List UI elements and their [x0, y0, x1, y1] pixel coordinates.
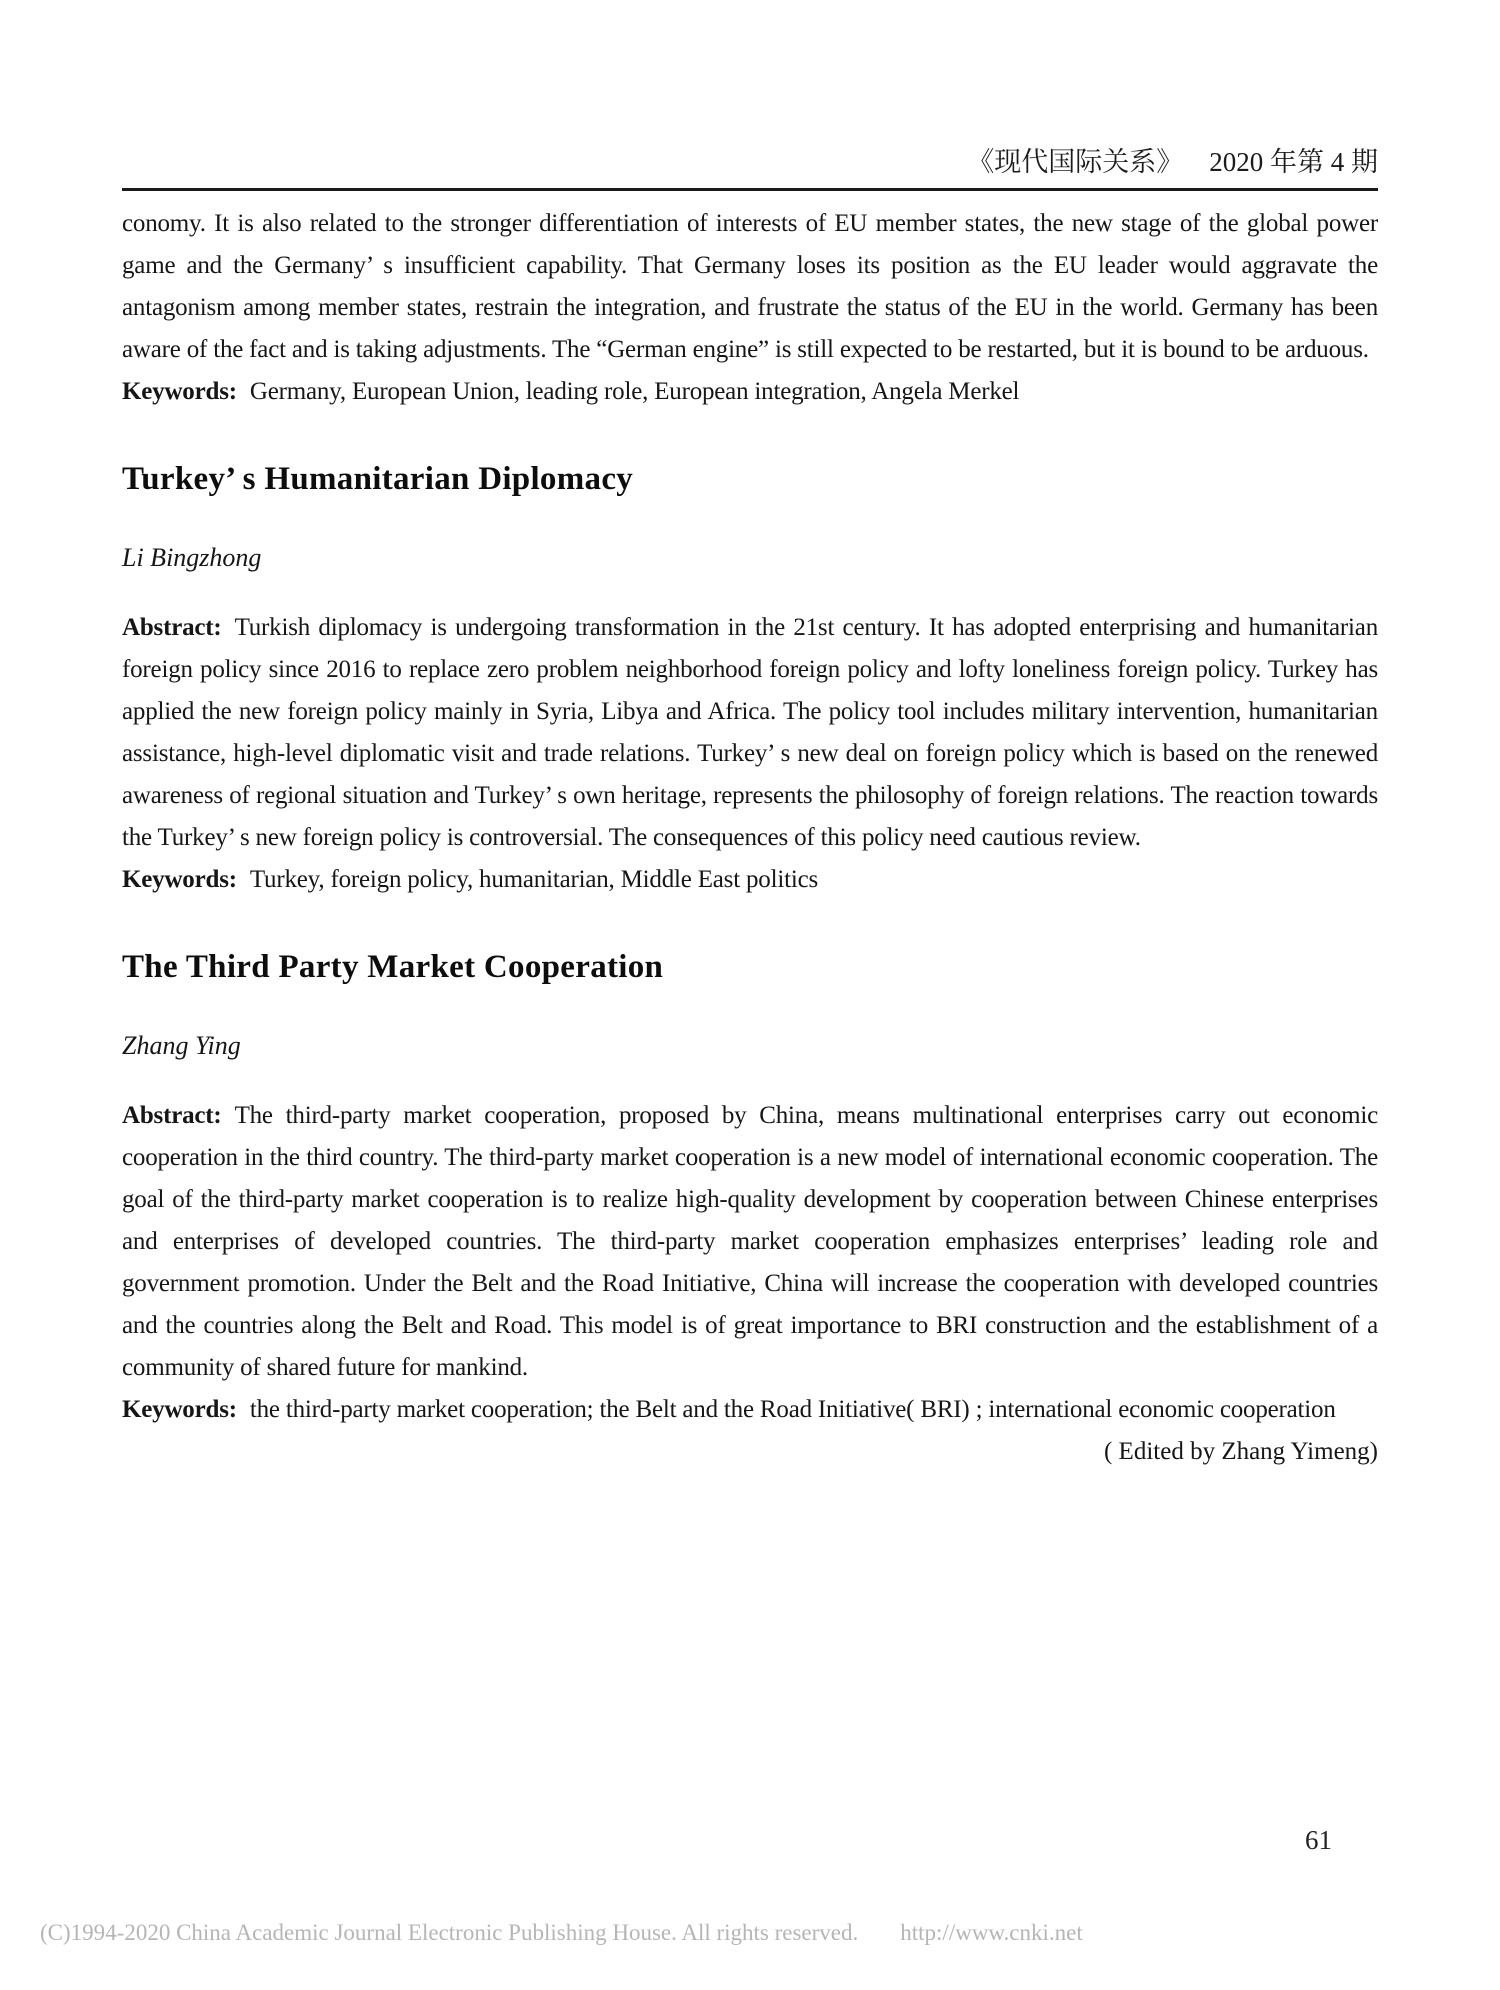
article-author: Li Bingzhong [122, 543, 262, 572]
abstract-text: The third-party market cooperation, proposed by China, means multinational enterprises carry out economic cooperation in the third country. The third-party market cooperation is a new model of international economic cooperation. The goal of the third-party market cooperation is to realize high-quality development by cooperation between Chinese enterprises and enterprises of developed countries. The third-party market cooperation emphasizes enterprises’ leading role and government promotion. Under the Belt and the Road Initiative, China will increase the cooperation with developed countries and the countries along the Belt and Road. This model is of great importance to BRI construction and the establishment of a community of shared future for mankind. [122, 1102, 1378, 1381]
keywords-label: Keywords: [122, 866, 237, 893]
abstract-label: Abstract: [122, 1102, 222, 1129]
article-abstract-paragraph [122, 607, 1378, 859]
page-header [122, 0, 1378, 191]
cnki-url: http://www.cnki.net [900, 1920, 1083, 1945]
journal-issue-header [122, 0, 1378, 178]
article-abstract-paragraph [122, 1095, 1378, 1389]
keywords-text: the third-party market cooperation; the Belt and the Road Initiative( BRI) ; international economic cooperation [249, 1396, 1336, 1423]
keywords-label: Keywords: [122, 1396, 237, 1423]
edited-by-credit: ( Edited by Zhang Yimeng) [1103, 1438, 1378, 1465]
article-title: The Third Party Market Cooperation [122, 949, 664, 985]
keywords-text: Turkey, foreign policy, humanitarian, Middle East politics [249, 866, 819, 893]
cnki-copyright-watermark [40, 1918, 1460, 1948]
article-title: Turkey’ s Humanitarian Diplomacy [122, 461, 634, 497]
article-keywords-line [122, 859, 1378, 901]
issue-info: 2020 年第 4 期 [1209, 147, 1378, 177]
copyright-text: (C)1994-2020 China Academic Journal Electronic Publishing House. All rights reserved. [40, 1920, 859, 1945]
abstract-label: Abstract: [122, 614, 222, 641]
article-third-party-market-cooperation [122, 945, 1378, 1431]
page-number: 61 [1305, 1825, 1332, 1855]
continued-abstract-paragraph [122, 203, 1378, 371]
article-keywords-line [122, 1389, 1378, 1431]
continuation-keywords-line [122, 371, 1378, 413]
abstract-text: Turkish diplomacy is undergoing transformation in the 21st century. It has adopted enterprising and humanitarian foreign policy since 2016 to replace zero problem neighborhood foreign policy and lofty loneliness foreign policy. Turkey has applied the new foreign policy mainly in Syria, Libya and Africa. The policy tool includes military intervention, humanitarian assistance, high-level diplomatic visit and trade relations. Turkey’ s new deal on foreign policy which is based on the renewed awareness of regional situation and Turkey’ s own heritage, represents the philosophy of foreign relations. The reaction towards the Turkey’ s new foreign policy is controversial. The consequences of this policy need cautious review. [122, 614, 1378, 851]
article-author: Zhang Ying [122, 1031, 241, 1060]
header-rule [122, 188, 1378, 191]
journal-name: 《现代国际关系》 [967, 147, 1184, 177]
continued-abstract-text: conomy. It is also related to the stronger differentiation of interests of EU member states, the new stage of the global power game and the Germany’ s insufficient capability. That Germany loses its position as the EU leader would aggravate the antagonism among member states, restrain the integration, and frustrate the status of the EU in the world. Germany has been aware of the fact and is taking adjustments. The “German engine” is still expected to be restarted, but it is bound to be arduous. [122, 210, 1378, 363]
keywords-text: Germany, European Union, leading role, European integration, Angela Merkel [249, 378, 1020, 405]
keywords-label: Keywords: [122, 378, 237, 405]
article-turkey-humanitarian-diplomacy [122, 457, 1378, 901]
